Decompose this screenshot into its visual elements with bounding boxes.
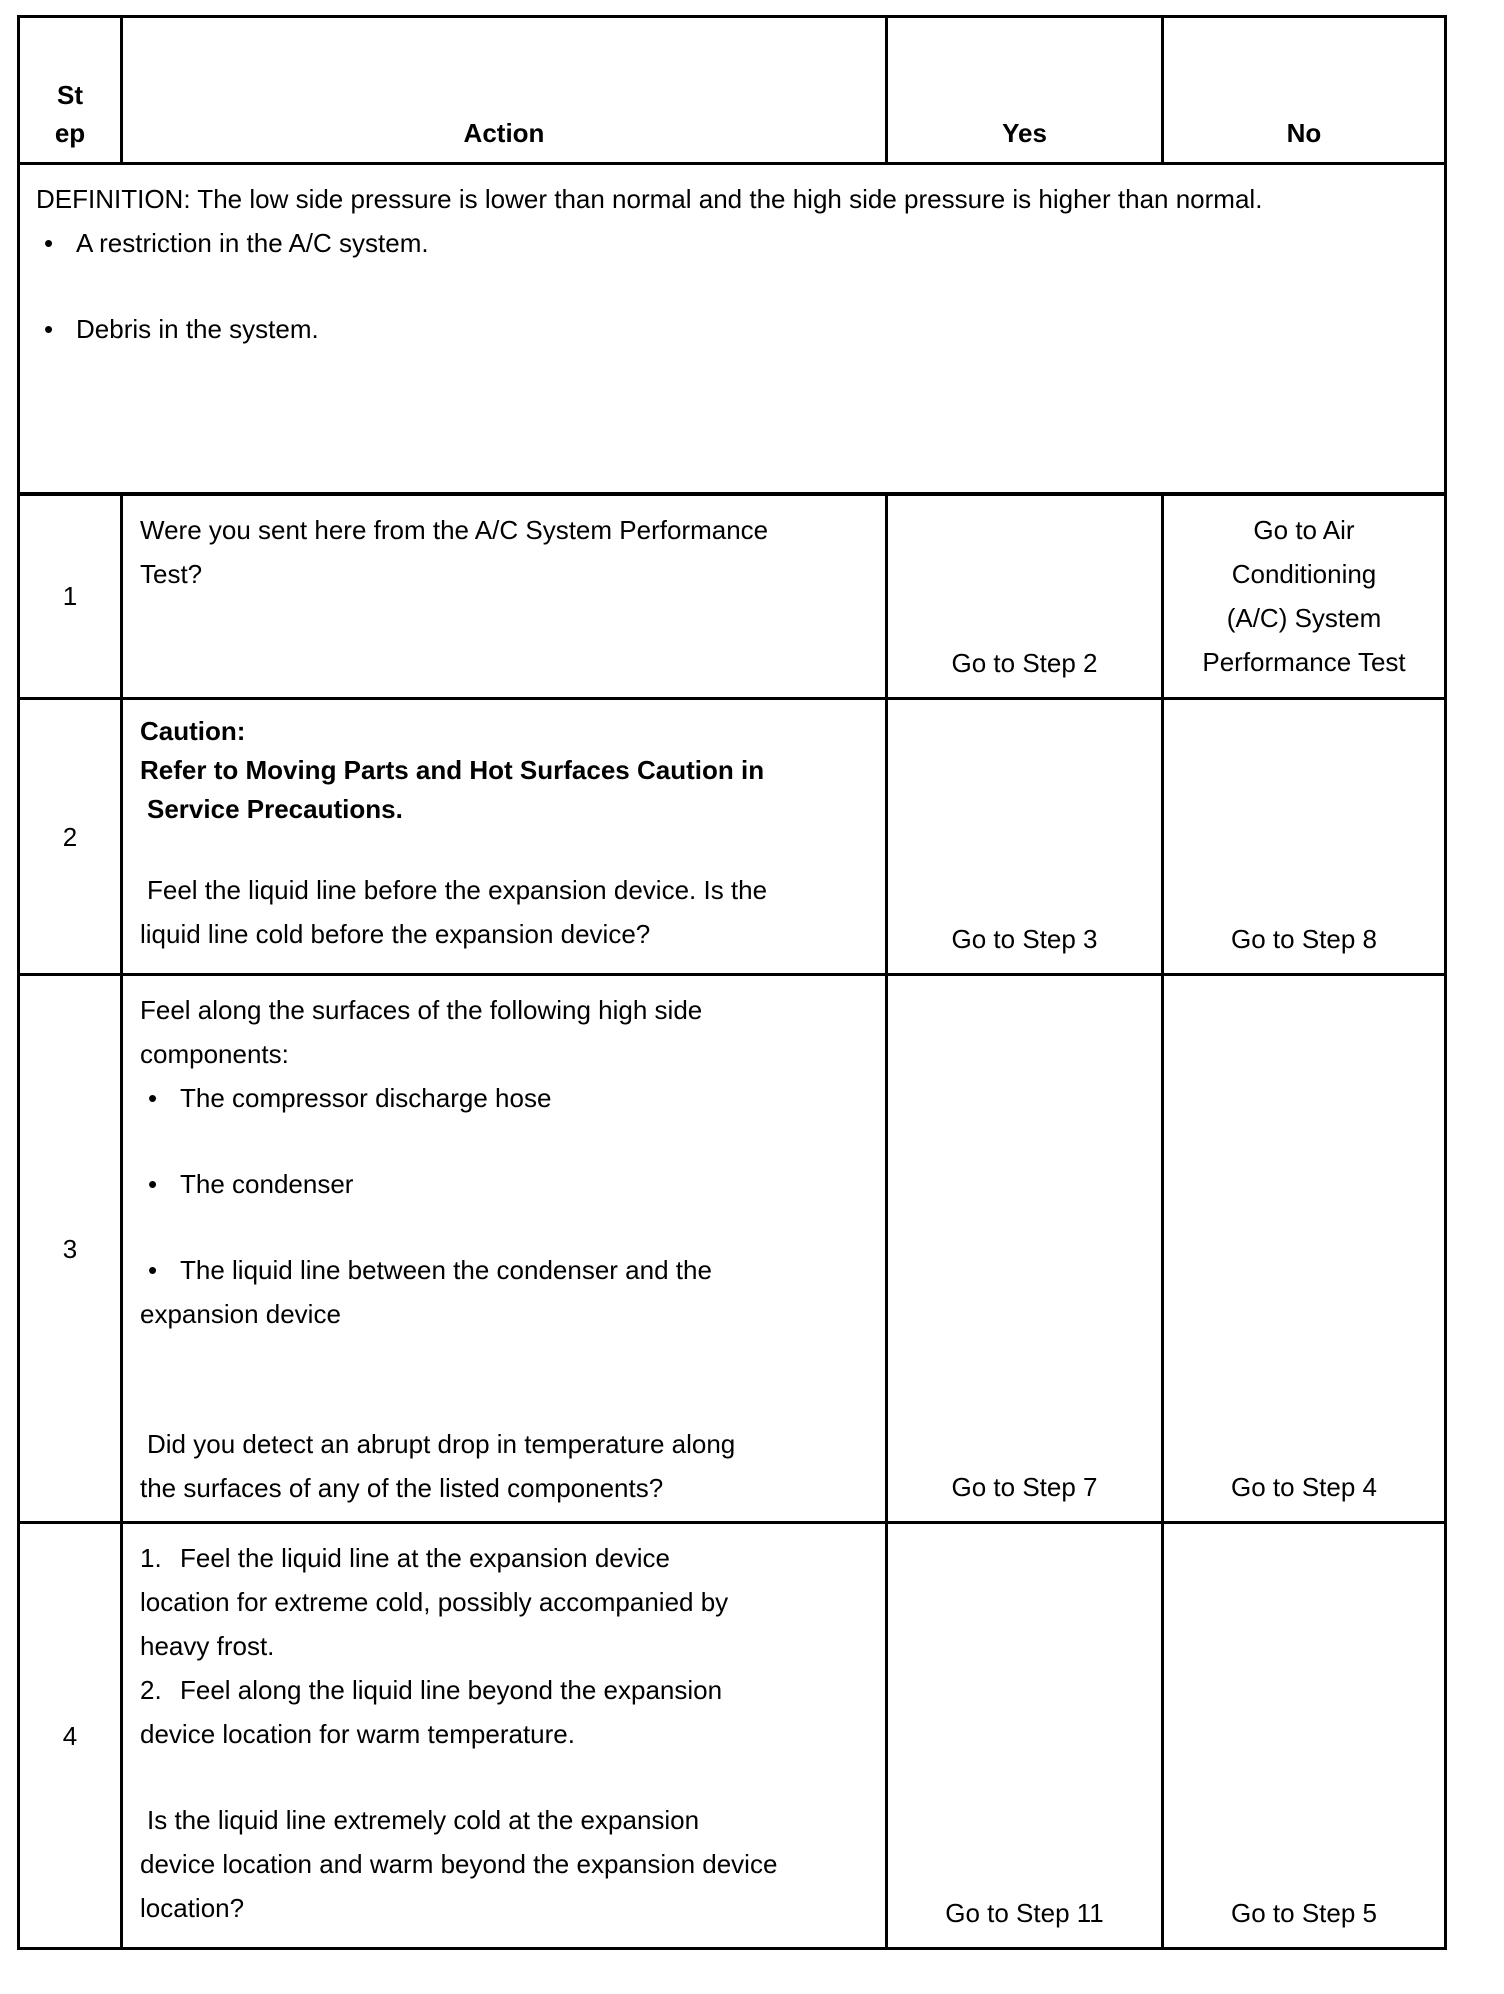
step-no-link[interactable]: Go to Step 4 <box>1163 975 1446 1523</box>
bullet-icon: • <box>148 1169 158 1199</box>
step-row <box>19 975 1446 1523</box>
header-action: Action <box>122 17 887 164</box>
bullet-icon: • <box>44 228 54 258</box>
header-step-line2: ep <box>54 118 86 148</box>
step-no-link[interactable]: Go to Step 5 <box>1163 1523 1446 1949</box>
step-no-link[interactable]: Go to Step 8 <box>1163 699 1446 975</box>
header-step-line1: St <box>57 80 83 110</box>
step-no-link[interactable]: Go to Air Conditioning (A/C) System Performance Test <box>1163 494 1446 699</box>
step-number: 2 <box>19 699 122 975</box>
bullet-icon: • <box>148 1255 158 1285</box>
header-yes: Yes <box>887 17 1163 164</box>
step-number: 3 <box>19 975 122 1523</box>
step-row <box>19 494 1446 699</box>
definition-row <box>19 164 1446 494</box>
step-yes-link[interactable]: Go to Step 2 <box>887 494 1163 699</box>
component-bullet: • The condenser <box>140 1162 871 1206</box>
diagnostic-table <box>17 15 1447 1950</box>
numbered-item: 1. Feel the liquid line at the expansion device <box>140 1543 670 1573</box>
step-row <box>19 1523 1446 1949</box>
step-yes-link[interactable]: Go to Step 11 <box>887 1523 1163 1949</box>
caution-title: Caution: <box>140 716 246 746</box>
header-row <box>19 17 1446 164</box>
step-action: Feel along the surfaces of the following high side components: • The compressor discharge hose • The condenser • The liquid line between the condenser and the expansion device Did you detect an abrupt drop in temperature along the surfaces of any of the listed components? <box>122 975 887 1523</box>
step-action: Caution: Refer to Moving Parts and Hot Surfaces Caution in Service Precautions. Feel the liquid line before the expansion device. Is the liquid line cold before the expansion device? <box>122 699 887 975</box>
header-step <box>19 17 122 164</box>
component-bullet: • The liquid line between the condenser and the <box>140 1248 871 1292</box>
step-number: 1 <box>19 494 122 699</box>
step-number: 4 <box>19 1523 122 1949</box>
numbered-item: 2. Feel along the liquid line beyond the expansion <box>140 1675 723 1705</box>
component-bullet: • The compressor discharge hose <box>140 1076 871 1120</box>
step-action: Were you sent here from the A/C System Performance Test? <box>122 494 887 699</box>
definition-bullet: • A restriction in the A/C system. <box>36 221 1428 265</box>
caution-text: Refer to Moving Parts and Hot Surfaces Caution in <box>140 755 765 785</box>
definition-text: DEFINITION: The low side pressure is lower than normal and the high side pressure is higher than normal. <box>36 184 1263 214</box>
header-no: No <box>1163 17 1446 164</box>
step-yes-link[interactable]: Go to Step 7 <box>887 975 1163 1523</box>
bullet-icon: • <box>148 1083 158 1113</box>
definition-cell <box>19 164 1446 494</box>
step-yes-link[interactable]: Go to Step 3 <box>887 699 1163 975</box>
step-action: 1. Feel the liquid line at the expansion device location for extreme cold, possibly accompanied by heavy frost. 2. Feel along the liquid line beyond the expansion device location for warm temperature. Is the liquid line extremely cold at the expansion device location and warm beyond the expansion device location? <box>122 1523 887 1949</box>
caution-link[interactable]: Service Precautions. <box>147 794 403 824</box>
definition-bullet: • Debris in the system. <box>36 307 1428 351</box>
step-row <box>19 699 1446 975</box>
bullet-icon: • <box>44 314 54 344</box>
